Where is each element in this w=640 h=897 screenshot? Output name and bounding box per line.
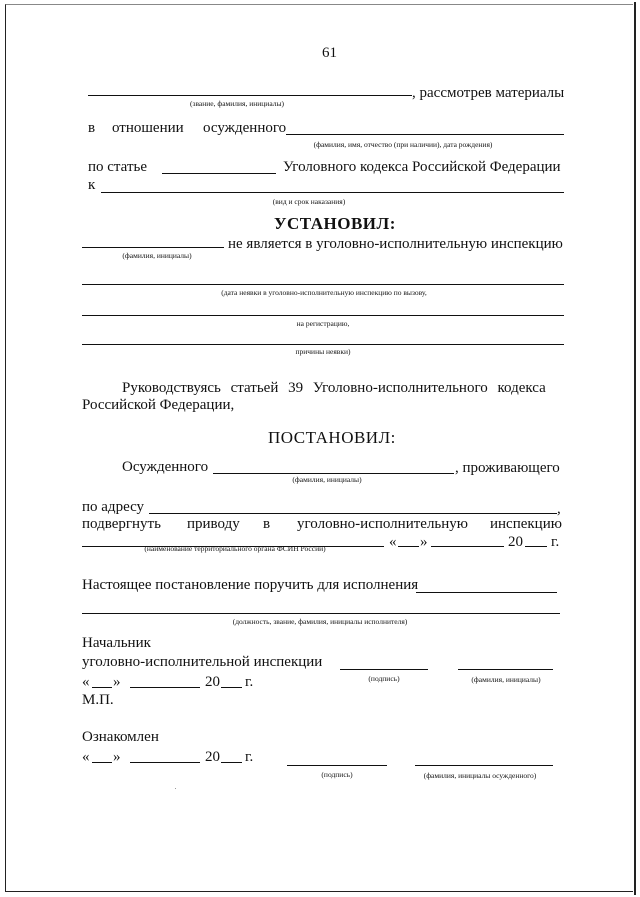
- guided-line1: Руководствуясь статьей 39 Уголовно-исполнительного кодекса: [122, 380, 546, 396]
- fsin-day-line: [398, 546, 419, 547]
- assign-text: Настоящее постановление поручить для исполнения: [82, 577, 419, 593]
- reasons-line: [82, 344, 564, 345]
- caption-acq-signature: (подпись): [321, 770, 353, 779]
- caption-convict: (фамилия, имя, отчество (при наличии), дата рождения): [313, 140, 493, 149]
- page-border-right: [634, 2, 636, 895]
- acq-day-line: [92, 762, 112, 763]
- caption-ustanovil-name: (фамилия, инициалы): [122, 251, 192, 260]
- address-line: [149, 513, 557, 514]
- acq-quote-open: «: [82, 749, 90, 765]
- otnoshenii-text: отношении: [112, 120, 184, 136]
- ui-word-text: уголовно-исполнительную: [297, 516, 468, 532]
- fsin-year-prefix: 20: [508, 534, 523, 550]
- acq-signature-line: [287, 765, 387, 766]
- fsin-month-line: [431, 546, 504, 547]
- po-state-text: по статье: [88, 159, 147, 175]
- prozhivayushchego-text: , проживающего: [455, 460, 560, 476]
- acq-quote-close: »: [113, 749, 121, 765]
- chief-year-prefix: 20: [205, 674, 220, 690]
- chief-name-line: [458, 669, 553, 670]
- acq-year-suffix: г.: [245, 749, 254, 765]
- page-number: 61: [322, 45, 337, 61]
- acq-name-line: [415, 765, 553, 766]
- rassmotrev-text: , рассмотрев материалы: [412, 85, 565, 101]
- scan-speck: [175, 788, 176, 789]
- convict-name-line: [286, 134, 564, 135]
- chief-quote-open: «: [82, 674, 90, 690]
- caption-reasons: причины неявки): [295, 347, 351, 356]
- chief-month-line: [130, 687, 200, 688]
- caption-fsin: (наименование территориального органа ФСИН России): [144, 544, 326, 553]
- caption-postanovil-name: (фамилия, инициалы): [292, 475, 362, 484]
- caption-registration: на регистрацию,: [296, 319, 350, 328]
- inspektsiyu-text: инспекцию: [490, 516, 562, 532]
- acq-year-line: [221, 762, 242, 763]
- fsin-quote-close: »: [420, 534, 428, 550]
- v-text: в: [88, 120, 96, 136]
- punishment-line: [101, 192, 564, 193]
- caption-date-summons: (дата неявки в уголовно-исполнительную инспекцию по вызову,: [221, 288, 427, 297]
- chief-quote-close: »: [113, 674, 121, 690]
- acquainted-title: Ознакомлен: [82, 729, 159, 745]
- privodu-text: приводу: [187, 516, 240, 532]
- chief-year-suffix: г.: [245, 674, 254, 690]
- guided-line2: Российской Федерации,: [82, 397, 235, 413]
- caption-executor: (должность, звание, фамилия, инициалы исполнителя): [232, 617, 408, 626]
- date-summons-line: [82, 284, 564, 285]
- chief-signature-line: [340, 669, 428, 670]
- k-text: к: [88, 177, 96, 193]
- fsin-quote-open: «: [389, 534, 397, 550]
- chief-day-line: [92, 687, 112, 688]
- caption-chief-signature: (подпись): [368, 674, 400, 683]
- chief-title1: Начальник: [82, 635, 151, 651]
- address-comma: ,: [557, 501, 561, 517]
- fsin-year-suffix: г.: [551, 534, 560, 550]
- page-border: [5, 4, 633, 892]
- official-name-line: [88, 95, 412, 96]
- ustanovil-heading: УСТАНОВИЛ:: [274, 214, 396, 233]
- executor-line: [82, 613, 560, 614]
- mp-text: М.П.: [82, 692, 114, 708]
- v2-text: в: [263, 516, 271, 532]
- criminal-code-text: Уголовного кодекса Российской Федерации: [283, 159, 561, 175]
- not-appear-text: не является в уголовно-исполнительную инспекцию: [228, 236, 563, 252]
- postanovil-heading: ПОСТАНОВИЛ:: [268, 428, 396, 447]
- article-line: [162, 173, 276, 174]
- postanovil-name-line: [213, 473, 454, 474]
- podvergnut-text: подвергнуть: [82, 516, 161, 532]
- acq-month-line: [130, 762, 200, 763]
- caption-acq-name: (фамилия, инициалы осужденного): [423, 771, 537, 780]
- caption-official: (звание, фамилия, инициалы): [190, 99, 284, 108]
- assign-short-line: [416, 592, 557, 593]
- osuzhdennogo-text: осужденного: [203, 120, 287, 136]
- registration-line: [82, 315, 564, 316]
- caption-chief-name: (фамилия, инициалы): [471, 675, 541, 684]
- po-adresu-text: по адресу: [82, 499, 145, 515]
- chief-year-line: [221, 687, 242, 688]
- osuzhdennogo-label: Осужденного: [122, 459, 209, 475]
- acq-year-prefix: 20: [205, 749, 220, 765]
- fsin-year-line: [525, 546, 547, 547]
- caption-punishment: (вид и срок наказания): [272, 197, 346, 206]
- ustanovil-name-line: [82, 247, 224, 248]
- chief-title2: уголовно-исполнительной инспекции: [82, 654, 323, 670]
